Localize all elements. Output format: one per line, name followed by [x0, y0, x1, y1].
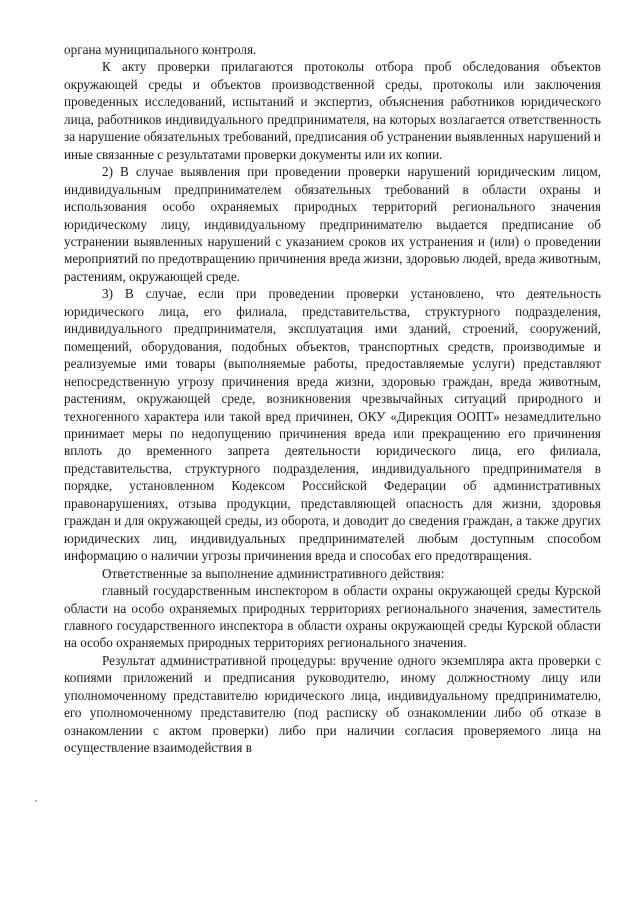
paragraph-procedure-result: Результат административной процедуры: вручение одного экземпляра акта проверки с копиями приложений и предписания руководителю, иному должностному лицу или уполномоченному представителю юридического лица, индивидуальному предпринимателю, его уполномоченному представителю (под расписку об ознакомлении либо об отказе в ознакомлении с актом проверки) либо при наличии согласия проверяемого лица на осуществление взаимодействия в: [64, 652, 601, 756]
paragraph-item-3: 3) В случае, если при проведении проверки установлено, что деятельность юридического лица, его филиала, представительства, структурного подразделения, индивидуального предпринимателя, эксплуатация ими зданий, строений, сооружений, помещений, оборудования, подобных объектов, транспортных средств, производимые и реализуемые ими товары (выполняемые работы, предоставляемые услуги) представляют непосредственную угрозу причинения вреда жизни, здоровью граждан, вреда животным, растениям, окружающей среде, возникновения чрезвычайных ситуаций природного и техногенного характера или такой вред причинен, ОКУ «Дирекция ООПТ» незамедлительно принимает меры по недопущению причинения вреда или прекращению его причинения вплоть до временного запрета деятельности юридического лица, его филиала, представительства, структурного подразделения, индивидуального предпринимателя в порядке, установленном Кодексом Российской Федерации об административных правонарушениях, отзыва продукции, представляющей опасность для жизни, здоровья граждан и для окружающей среды, из оборота, и доводит до сведения граждан, а также других юридических лиц, индивидуальных предпринимателей любым доступным способом информацию о наличии угрозы причинения вреда и способах его предотвращения.: [64, 286, 601, 564]
paragraph-continuation: органа муниципального контроля.: [64, 42, 257, 57]
paragraph-item-2: 2) В случае выявления при проведении проверки нарушений юридическим лицом, индивидуальным предпринимателем обязательных требований в области охраны и использования особо охраняемых природных территорий регионального значения юридическому лицу, индивидуальному предпринимателю выдается предписание об устранении выявленных нарушений с указанием сроков их устранения и (или) о проведении мероприятий по предотвращению причинения вреда жизни, здоровью людей, вреда животным, растениям, окружающей среде.: [64, 164, 601, 284]
paragraph-responsible-heading: Ответственные за выполнение административного действия:: [102, 565, 445, 581]
scan-artifact-dot: [35, 800, 37, 802]
paragraph-responsible-persons: главный государственным инспектором в области охраны окружающей среды Курской области на особо охраняемых природных территориях регионального значения, заместитель главного государственного инспектора в области охраны окружающей среды Курской области на особо охраняемых природных территориях регионального значения.: [64, 583, 601, 651]
document-page: [64, 41, 601, 757]
paragraph-attachments: К акту проверки прилагаются протоколы отбора проб обследования объектов окружающей среды и объектов производственной среды, протоколы или заключения проведенных исследований, испытаний и экспертиз, объяснения работников юридического лица, работников индивидуального предпринимателя, на которых возлагается ответственность за нарушение обязательных требований, предписания об устранении выявленных нарушений и иные связанные с результатами проверки документы или их копии.: [64, 59, 601, 162]
